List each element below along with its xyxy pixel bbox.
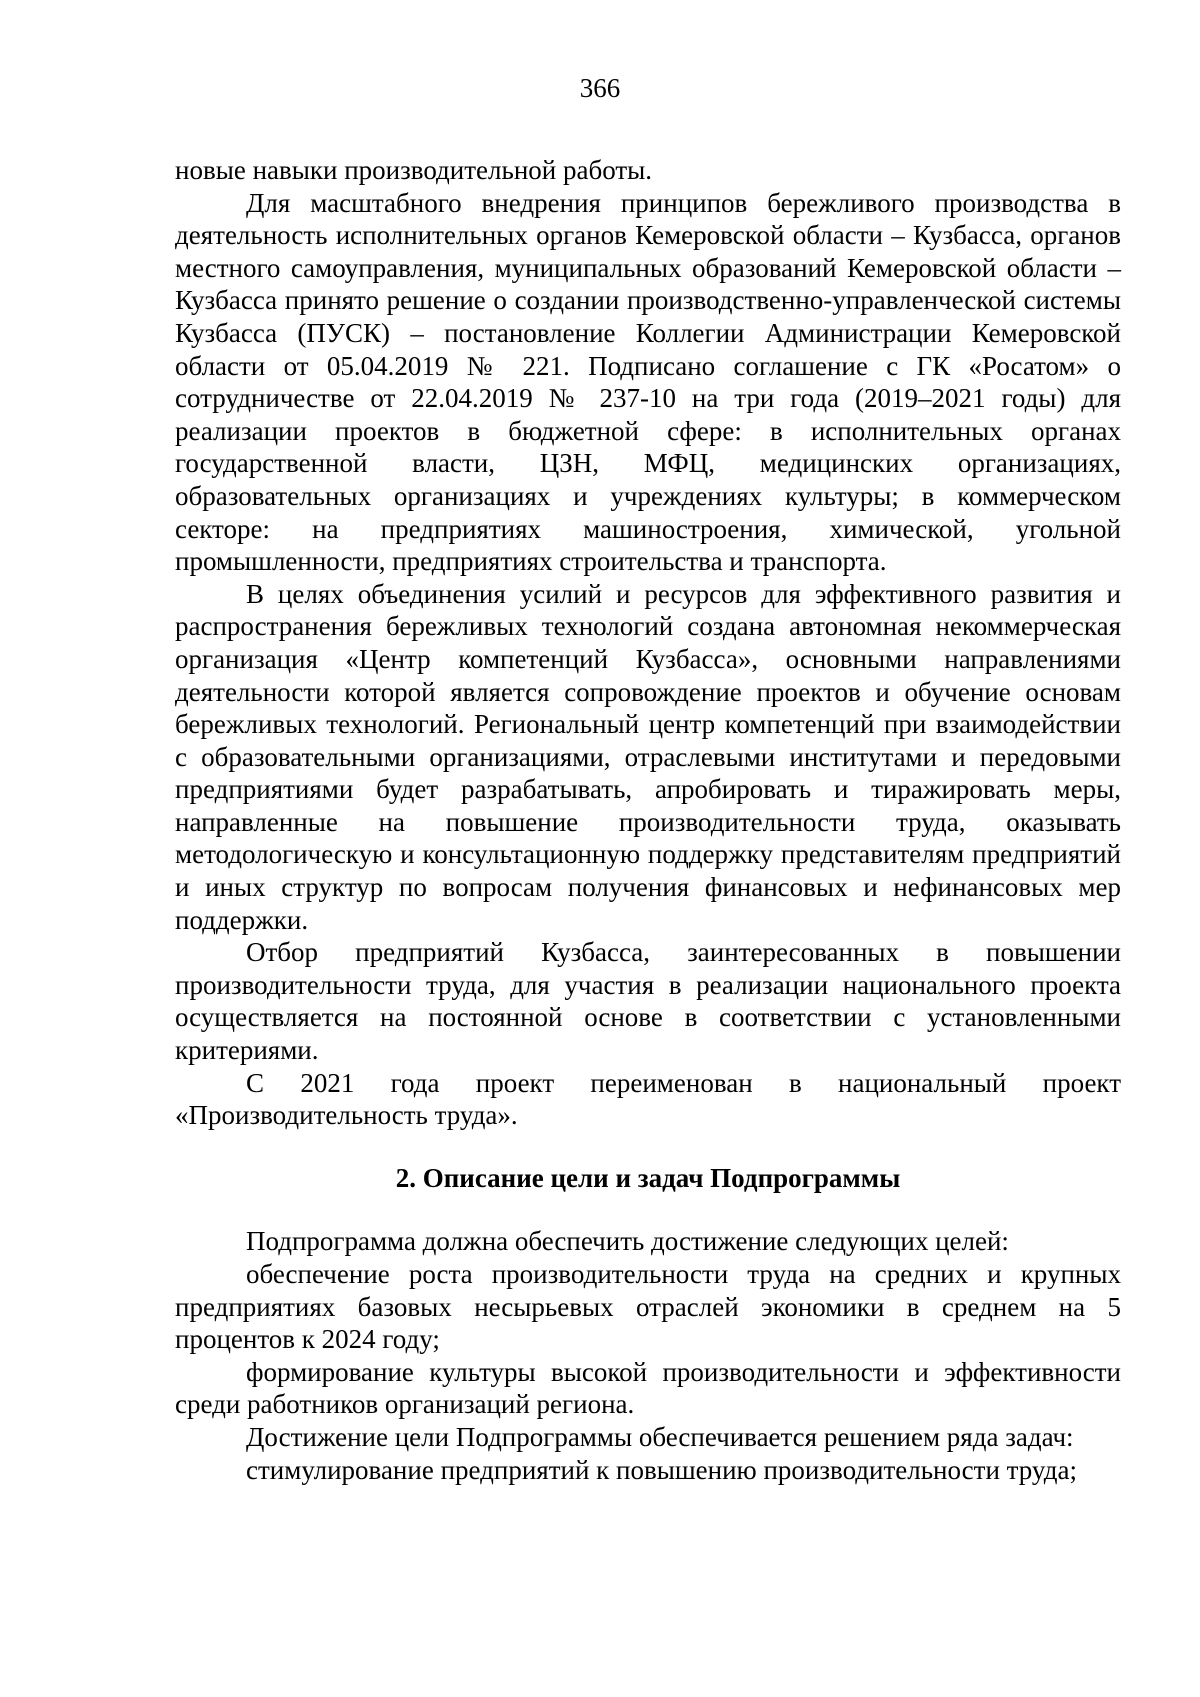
paragraph-goal-culture: формирование культуры высокой производительности и эффективности среди работников организаций региона. xyxy=(175,1356,1121,1420)
paragraph-lean-production: Для масштабного внедрения принципов бережливого производства в деятельность исполнительных органов Кемеровской области – Кузбасса, органов местного самоуправления, муниципальных образований Кемеровской области – Кузбасса принято решение о создании производственно-управленческой системы Кузбасса (ПУСК) – постановление Коллегии Администрации Кемеровской области от 05.04.2019 № 221. Подписано соглашение с ГК «Росатом» о сотрудничестве от 22.04.2019 № 237-10 на три года (2019–2021 годы) для реализации проектов в бюджетной сфере: в исполнительных органах государственной власти, ЦЗН, МФЦ, медицинских организациях, образовательных организациях и учреждениях культуры; в коммерческом секторе: на предприятиях машиностроения, химической, угольной промышленности, предприятиях строительства и транспорта. xyxy=(175,187,1121,577)
document-body xyxy=(175,154,1121,1486)
section-heading: 2. Описание цели и задач Подпрограммы xyxy=(395,1162,901,1193)
paragraph-goals-intro: Подпрограмма должна обеспечить достижение следующих целей: xyxy=(246,1226,1009,1257)
paragraph-project-renamed: С 2021 года проект переименован в национальный проект «Производительность труда». xyxy=(175,1067,1121,1131)
paragraph-continuation: новые навыки производительной работы. xyxy=(175,155,653,185)
paragraph-enterprise-selection: Отбор предприятий Кузбасса, заинтересованных в повышении производительности труда, для участия в реализации национального проекта осуществляется на постоянной основе в соответствии с установленными критериями. xyxy=(175,937,1121,1066)
paragraph-competence-center: В целях объединения усилий и ресурсов для эффективного развития и распространения бережливых технологий создана автономная некоммерческая организация «Центр компетенций Кузбасса», основными направлениями деятельности которой является сопровождение проектов и обучение основам бережливых технологий. Региональный центр компетенций при взаимодействии с образовательными организациями, отраслевыми институтами и передовыми предприятиями будет разрабатывать, апробировать и тиражировать меры, направленные на повышение производительности труда, оказывать методологическую и консультационную поддержку представителям предприятий и иных структур по вопросам получения финансовых и нефинансовых мер поддержки. xyxy=(175,578,1121,935)
paragraph-task-stimulation: стимулирование предприятий к повышению производительности труда; xyxy=(246,1454,1077,1485)
paragraph-goal-productivity-growth: обеспечение роста производительности труда на средних и крупных предприятиях базовых несырьевых отраслей экономики в среднем на 5 процентов к 2024 году; xyxy=(175,1259,1121,1355)
paragraph-tasks-intro: Достижение цели Подпрограммы обеспечивается решением ряда задач: xyxy=(246,1421,1074,1452)
page-number: 366 xyxy=(579,73,621,103)
